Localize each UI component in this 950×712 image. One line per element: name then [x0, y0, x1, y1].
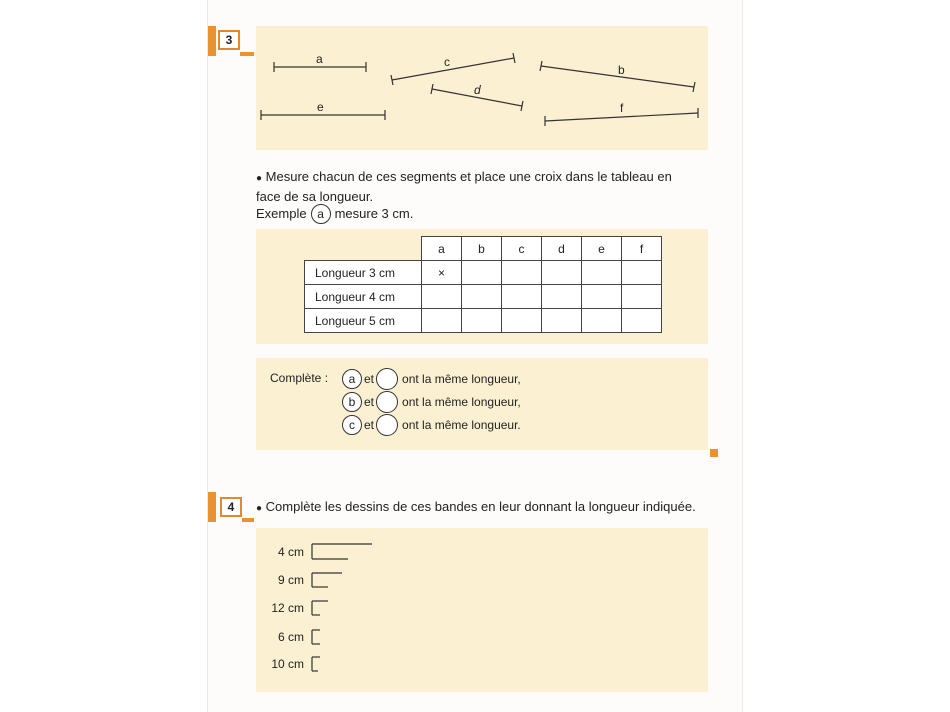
band-label-10cm: 10 cm: [271, 657, 304, 671]
instruction-line-2: face de sa longueur.: [256, 189, 374, 204]
row-label: Longueur 4 cm: [305, 285, 422, 309]
table-row: [305, 309, 662, 333]
table-cell[interactable]: ×: [422, 261, 462, 285]
band-label-12cm: 12 cm: [271, 601, 304, 615]
band-4cm: [312, 544, 372, 559]
band-label-6cm: 6 cm: [277, 630, 304, 644]
segment-b-label: b: [618, 63, 625, 77]
et-word: et: [364, 418, 375, 432]
et-word: et: [364, 395, 375, 409]
exercise-4-instruction: ● Complète les dessins de ces bandes en leur donnant la longueur indiquée.: [256, 499, 696, 514]
letter-circle: a: [342, 369, 362, 389]
table-cell[interactable]: [422, 285, 462, 309]
table-row: [305, 261, 662, 285]
segments-drawing: [0, 0, 950, 160]
table-cell[interactable]: [622, 261, 662, 285]
table-cell[interactable]: [542, 309, 582, 333]
complete-text: ont la même longueur.: [402, 418, 521, 432]
measure-table: [304, 236, 662, 333]
et-word: et: [364, 372, 375, 386]
example-letter-circle: a: [311, 204, 331, 224]
col-header-d: d: [542, 237, 582, 261]
example-prefix: Exemple: [256, 206, 307, 221]
segment-d-label: d: [474, 83, 481, 97]
band-10cm: [312, 657, 320, 671]
table-cell[interactable]: [462, 261, 502, 285]
col-header-e: e: [582, 237, 622, 261]
band-label-4cm: 4 cm: [277, 545, 304, 559]
instruction-line-1: Mesure chacun de ces segments et place une croix dans le tableau en: [265, 169, 672, 184]
segment-c: [391, 53, 515, 85]
col-header-a: a: [422, 237, 462, 261]
segment-a-label: a: [316, 52, 323, 66]
band-6cm: [312, 630, 320, 644]
table-cell[interactable]: [502, 285, 542, 309]
answer-circle[interactable]: [376, 414, 398, 436]
row-label: Longueur 3 cm: [305, 261, 422, 285]
complete-label: Complète :: [270, 371, 329, 385]
col-header-c: c: [502, 237, 542, 261]
band-label-9cm: 9 cm: [277, 573, 304, 587]
exercise-3-instruction: ● Mesure chacun de ces segments et place une croix dans le tableau en face de sa longueur.: [256, 169, 672, 204]
answer-circle[interactable]: [376, 391, 398, 413]
col-header-f: f: [622, 237, 662, 261]
answer-circle[interactable]: [376, 368, 398, 390]
table-cell[interactable]: [462, 285, 502, 309]
table-cell[interactable]: [582, 261, 622, 285]
segment-f-label: f: [620, 101, 624, 115]
exercise-4-instruction-text: Complète les dessins de ces bandes en leur donnant la longueur indiquée.: [265, 499, 696, 514]
exercise-3-number: 3: [218, 30, 240, 50]
complete-line-2: [342, 391, 521, 413]
exercise-4-underline: [242, 518, 254, 522]
col-header-b: b: [462, 237, 502, 261]
section-end-marker: [710, 449, 718, 457]
table-header-row: [305, 237, 662, 261]
table-cell[interactable]: [502, 261, 542, 285]
table-cell[interactable]: [542, 261, 582, 285]
table-row: [305, 285, 662, 309]
table-cell[interactable]: [462, 309, 502, 333]
exercise-4-number: 4: [220, 497, 242, 517]
band-9cm: [312, 573, 342, 587]
complete-line-1: [342, 368, 521, 390]
complete-text: ont la même longueur,: [402, 395, 521, 409]
complete-text: ont la même longueur,: [402, 372, 521, 386]
table-cell[interactable]: [622, 309, 662, 333]
table-cell[interactable]: [542, 285, 582, 309]
row-label: Longueur 5 cm: [305, 309, 422, 333]
letter-circle: b: [342, 392, 362, 412]
bands-drawing[interactable]: [0, 530, 950, 690]
table-cell[interactable]: [582, 309, 622, 333]
table-cell[interactable]: [502, 309, 542, 333]
exercise-4-marker: [208, 492, 216, 522]
table-cell[interactable]: [582, 285, 622, 309]
complete-line-3: [342, 414, 521, 436]
band-12cm: [312, 601, 328, 615]
example-line: [256, 204, 413, 224]
letter-circle: c: [342, 415, 362, 435]
table-cell[interactable]: [422, 309, 462, 333]
table-cell[interactable]: [622, 285, 662, 309]
segment-e-label: e: [317, 100, 324, 114]
segment-c-label: c: [444, 55, 450, 69]
example-suffix: mesure 3 cm.: [334, 206, 414, 221]
